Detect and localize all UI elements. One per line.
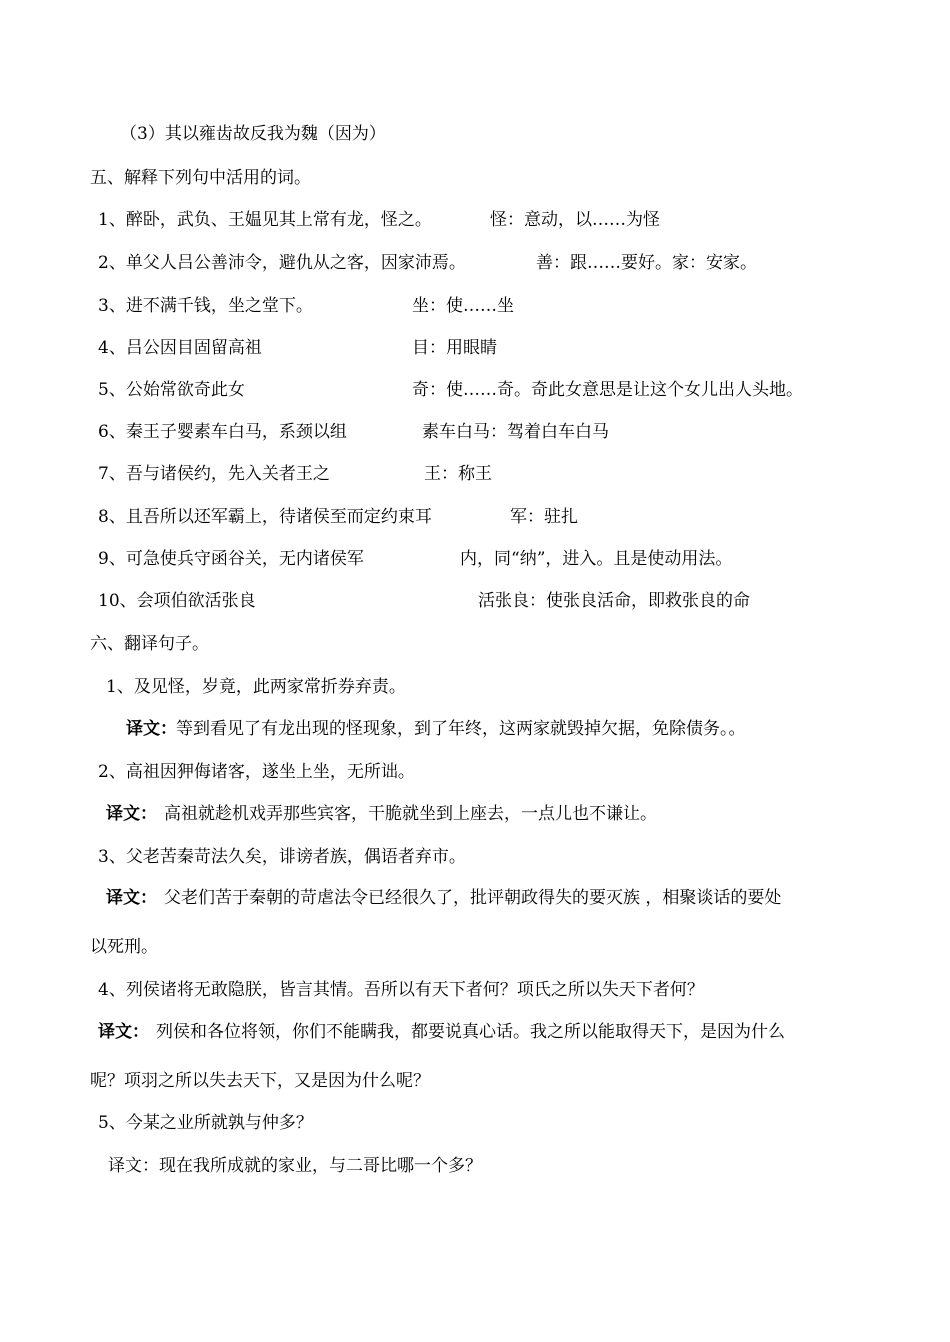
translation-label: 译文： xyxy=(98,1022,149,1042)
translation-text: 等到看见了有龙出现的怪现象，到了年终，这两家就毁掉欠据，免除债务。。 xyxy=(176,719,746,739)
section-five-heading: 五、解释下列句中活用的词。 xyxy=(90,168,311,188)
sentence: 4、吕公因目固留高祖 xyxy=(98,338,262,358)
explanation: 王：称王 xyxy=(424,464,492,484)
translation-label: 译文： xyxy=(106,804,157,824)
sentence: 6、秦王子婴素车白马，系颈以组 xyxy=(98,422,347,442)
translation-text: 译文：现在我所成就的家业，与二哥比哪一个多？ xyxy=(108,1156,482,1176)
translation-text: 高祖就趁机戏弄那些宾客，干脆就坐到上座去，一点儿也不谦让。 xyxy=(164,804,657,824)
sentence: 10、会项伯欲活张良 xyxy=(98,591,256,611)
explanation: 善：跟……要好。家：安家。 xyxy=(536,253,757,273)
sentence: 1、醉卧，武负、王媪见其上常有龙，怪之。 xyxy=(98,210,432,230)
translation-continuation: 呢？项羽之所以失去天下，又是因为什么呢？ xyxy=(90,1071,430,1091)
explanation: 怪：意动，以……为怪 xyxy=(490,210,660,230)
explanation: 内，同“纳”，进入。且是使动用法。 xyxy=(460,549,733,569)
sentence: 9、可急使兵守函谷关，无内诸侯军 xyxy=(98,549,364,569)
translation-sentence: 3、父老苦秦苛法久矣，诽谤者族，偶语者弃市。 xyxy=(98,847,466,867)
item-3-note: （3）其以雍齿故反我为魏（因为） xyxy=(120,124,386,144)
translation-sentence: 5、今某之业所就孰与仲多？ xyxy=(98,1113,313,1133)
translation-continuation: 以死刑。 xyxy=(90,937,158,957)
sentence: 8、且吾所以还军霸上，待诸侯至而定约束耳 xyxy=(98,507,432,527)
translation-sentence: 1、及见怪，岁竟，此两家常折券弃责。 xyxy=(106,677,406,697)
explanation: 目：用眼睛 xyxy=(412,338,497,358)
explanation: 奇：使……奇。奇此女意思是让这个女儿出人头地。 xyxy=(412,380,803,400)
explanation: 活张良：使张良活命，即救张良的命 xyxy=(478,591,750,611)
translation-sentence: 2、高祖因狎侮诸客，遂坐上坐，无所诎。 xyxy=(98,762,415,782)
explanation: 坐：使……坐 xyxy=(412,296,514,316)
explanation: 军：驻扎 xyxy=(510,507,578,527)
explanation: 素车白马：驾着白车白马 xyxy=(422,422,609,442)
sentence: 7、吾与诸侯约，先入关者王之 xyxy=(98,464,330,484)
sentence: 5、公始常欲奇此女 xyxy=(98,380,245,400)
translation-label: 译文： xyxy=(126,719,177,739)
sentence: 3、进不满千钱，坐之堂下。 xyxy=(98,296,313,316)
translation-sentence: 4、列侯诸将无敢隐朕，皆言其情。吾所以有天下者何？项氏之所以失天下者何？ xyxy=(98,980,704,1000)
translation-text: 列侯和各位将领，你们不能瞒我，都要说真心话。我之所以能取得天下，是因为什么 xyxy=(156,1022,785,1042)
sentence: 2、单父人吕公善沛令，避仇从之客，因家沛焉。 xyxy=(98,253,466,273)
translation-text: 父老们苦于秦朝的苛虐法令已经很久了，批评朝政得失的要灭族 ，相聚谈话的要处 xyxy=(164,888,782,908)
translation-label: 译文： xyxy=(106,888,157,908)
section-six-heading: 六、翻译句子。 xyxy=(90,634,209,654)
